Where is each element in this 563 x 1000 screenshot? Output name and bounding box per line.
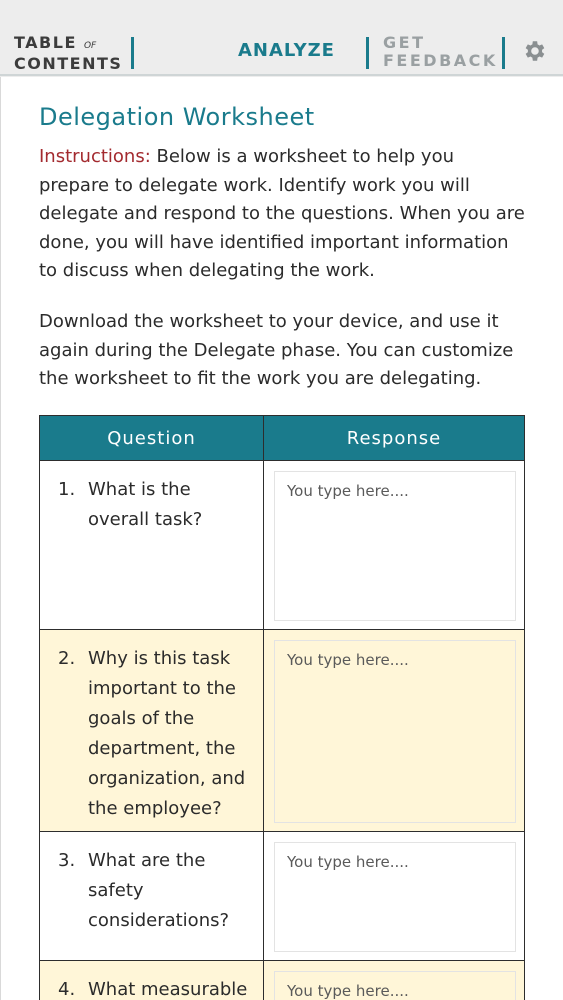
question-text: Why is this task important to the goals of the department, the organization, and the employee? <box>88 648 246 819</box>
analyze-tab[interactable]: ANALYZE <box>238 40 335 61</box>
response-input[interactable] <box>274 640 516 823</box>
column-header-response: Response <box>346 427 442 449</box>
response-input[interactable] <box>274 842 516 952</box>
instructions-paragraph <box>39 143 529 286</box>
nav-divider <box>366 37 369 69</box>
toc-label-line1: TABLE <box>14 33 77 52</box>
question-text: What measurable <box>88 979 248 1000</box>
response-cell <box>264 961 524 1000</box>
table-row <box>40 960 524 1000</box>
table-row <box>40 460 524 629</box>
question-number: 4. <box>58 979 76 1000</box>
worksheet-table <box>39 415 525 1000</box>
get-feedback-button[interactable] <box>383 34 498 70</box>
question-number: 3. <box>58 850 76 871</box>
question-text: What is the overall task? <box>88 479 203 530</box>
response-input[interactable] <box>274 971 516 1000</box>
nav-divider <box>502 37 505 69</box>
toc-label-of: OF <box>83 41 97 51</box>
question-text: What are the safety considerations? <box>88 850 230 931</box>
instructions-text: Below is a worksheet to help you prepare to delegate work. Identify work you will delegate and respond to the questions. When you are done, you will have identified important information to discuss when delegating the work. <box>39 146 525 281</box>
table-of-contents-button[interactable] <box>14 34 122 73</box>
top-nav <box>0 0 563 76</box>
column-header-question: Question <box>40 416 264 460</box>
gear-icon-svg <box>521 38 547 64</box>
response-cell <box>264 630 524 831</box>
question-number: 1. <box>58 479 76 500</box>
gear-icon[interactable] <box>519 38 549 68</box>
table-row <box>40 629 524 831</box>
feedback-label-line2: FEEDBACK <box>383 51 498 70</box>
question-cell <box>40 630 264 831</box>
toc-label-line2: CONTENTS <box>14 54 123 73</box>
response-input[interactable] <box>274 471 516 621</box>
page-title: Delegation Worksheet <box>39 103 315 131</box>
question-cell <box>40 832 264 960</box>
download-paragraph: Download the worksheet to your device, and use it again during the Delegate phase. You can customize the worksheet to fit the work you are delegating. <box>39 311 514 389</box>
question-number: 2. <box>58 648 76 669</box>
content-panel <box>0 77 563 1000</box>
question-cell <box>40 461 264 629</box>
table-header <box>40 416 524 460</box>
instructions-label: Instructions: <box>39 146 151 167</box>
response-cell <box>264 461 524 629</box>
question-cell <box>40 961 264 1000</box>
nav-divider <box>131 37 134 69</box>
feedback-label-line1: GET <box>383 33 426 52</box>
table-row <box>40 831 524 960</box>
response-cell <box>264 832 524 960</box>
